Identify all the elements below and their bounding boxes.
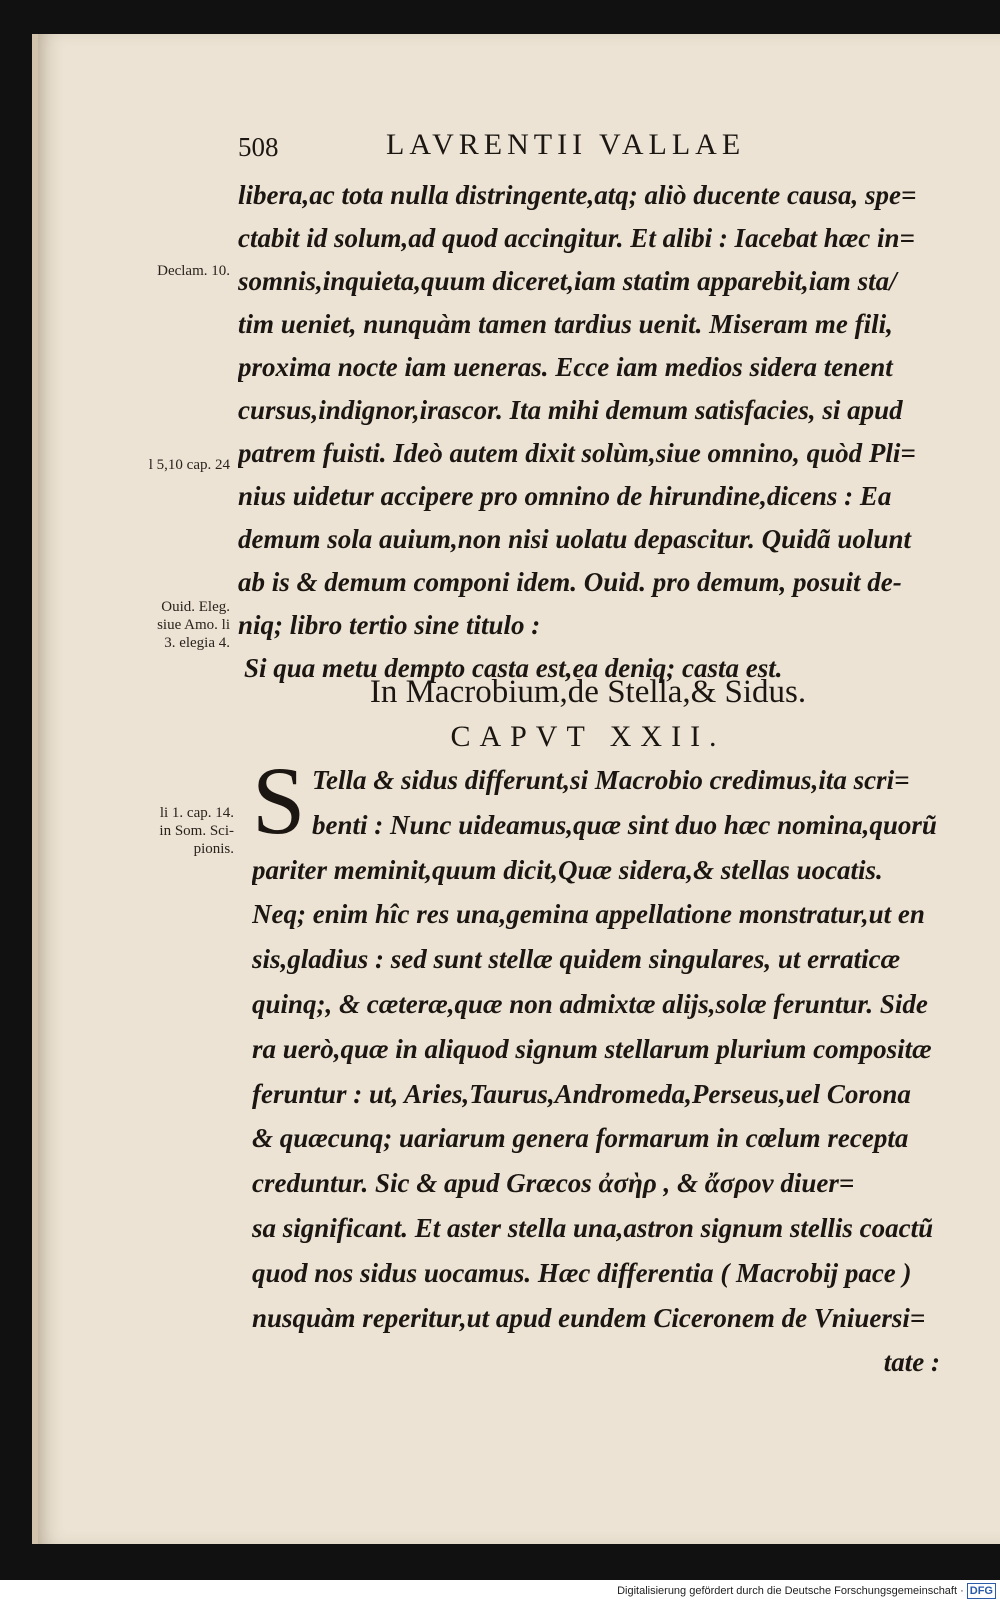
text-line: creduntur. Sic & apud Græcos ἀσὴρ , & ἄσρον diuer= bbox=[252, 1168, 855, 1199]
text-line: demum sola auium,non nisi uolatu depascitur. Quidã uolunt bbox=[238, 524, 911, 554]
text-line: tim ueniet, nunquàm tamen tardius uenit. Miseram me fili, bbox=[238, 309, 893, 339]
verse-line: Si qua metu dempto casta est,ea deniq; casta est. bbox=[244, 653, 783, 683]
text-line: libera,ac tota nulla distringente,atq; aliò ducente causa, spe= bbox=[238, 180, 917, 210]
margin-note-ovid: Ouid. Eleg. siue Amo. li 3. elegia 4. bbox=[157, 599, 230, 651]
text-line: cursus,indignor,irascor. Ita mihi demum satisfacies, si apud bbox=[238, 395, 903, 425]
text-line: sa significant. Et aster stella una,astron signum stellis coactũ bbox=[252, 1212, 934, 1243]
text-line: proxima nocte iam ueneras. Ecce iam medios sidera tenent bbox=[238, 352, 893, 382]
text-line: ra uerò,quæ in aliquod signum stellarum plurium compositæ bbox=[252, 1033, 932, 1064]
margin-note-pliny: l 5,10 cap. 24 bbox=[148, 457, 230, 473]
text-line: nius uidetur accipere pro omnino de hirundine,dicens : Ea bbox=[238, 481, 892, 511]
text-line: pariter meminit,quum dicit,Quæ sidera,& stellas uocatis. bbox=[252, 854, 883, 885]
text-line: sis,gladius : sed sunt stellæ quidem singulares, ut erraticæ bbox=[252, 944, 901, 975]
digitization-footer bbox=[0, 1580, 1000, 1602]
text-line: feruntur : ut, Aries,Taurus,Andromeda,Perseus,uel Corona bbox=[252, 1078, 911, 1109]
margin-note-macrobius: li 1. cap. 14. in Som. Sci- pionis. bbox=[159, 805, 234, 857]
text-line: quod nos sidus uocamus. Hæc differentia ( Macrobij pace ) bbox=[252, 1257, 912, 1288]
text-line: quinq;, & cæteræ,quæ non admixtæ alijs,solæ feruntur. Side bbox=[252, 988, 928, 1019]
body-text-top bbox=[238, 174, 938, 690]
text-line: Tella & sidus differunt,si Macrobio credimus,ita scri= bbox=[312, 765, 910, 795]
text-line: ab is & demum componi idem. Ouid. pro demum, posuit de- bbox=[238, 567, 902, 597]
text-line: benti : Nunc uideamus,quæ sint duo hæc nomina,quorũ bbox=[312, 809, 937, 840]
text-line: niq; libro tertio sine titulo : bbox=[238, 610, 541, 640]
text-line: patrem fuisti. Ideò autem dixit solùm,siue omnino, quòd Pli= bbox=[238, 438, 916, 468]
text-line: Neq; enim hîc res una,gemina appellatione monstratur,ut en bbox=[252, 899, 925, 930]
page-number: 508 bbox=[238, 132, 279, 162]
body-text-bottom bbox=[252, 747, 942, 1385]
text-line: tate : bbox=[883, 1347, 940, 1378]
text-line: nusquàm reperitur,ut apud eundem Ciceronem de Vniuersi= bbox=[252, 1302, 926, 1333]
page-header bbox=[238, 128, 798, 168]
chapter-title: In Macrobium,de Stella,& Sidus. bbox=[369, 674, 807, 710]
text-line: somnis,inquieta,quum diceret,iam statim apparebit,iam sta/ bbox=[238, 266, 897, 296]
text-line: ctabit id solum,ad quod accingitur. Et alibi : Iacebat hæc in= bbox=[238, 223, 915, 253]
drop-cap: S bbox=[252, 747, 306, 854]
text-line: & quæcunq; uariarum genera formarum in cœlum recepta bbox=[252, 1123, 909, 1154]
dfg-logo-icon: DFG bbox=[967, 1583, 996, 1599]
running-head: LAVRENTII VALLAE bbox=[386, 128, 746, 161]
footer-credit: Digitalisierung gefördert durch die Deutsche Forschungsgemeinschaft · bbox=[617, 1585, 964, 1597]
chapter-number: CAPVT XXII. bbox=[450, 720, 726, 753]
margin-note-declam: Declam. 10. bbox=[157, 263, 230, 279]
